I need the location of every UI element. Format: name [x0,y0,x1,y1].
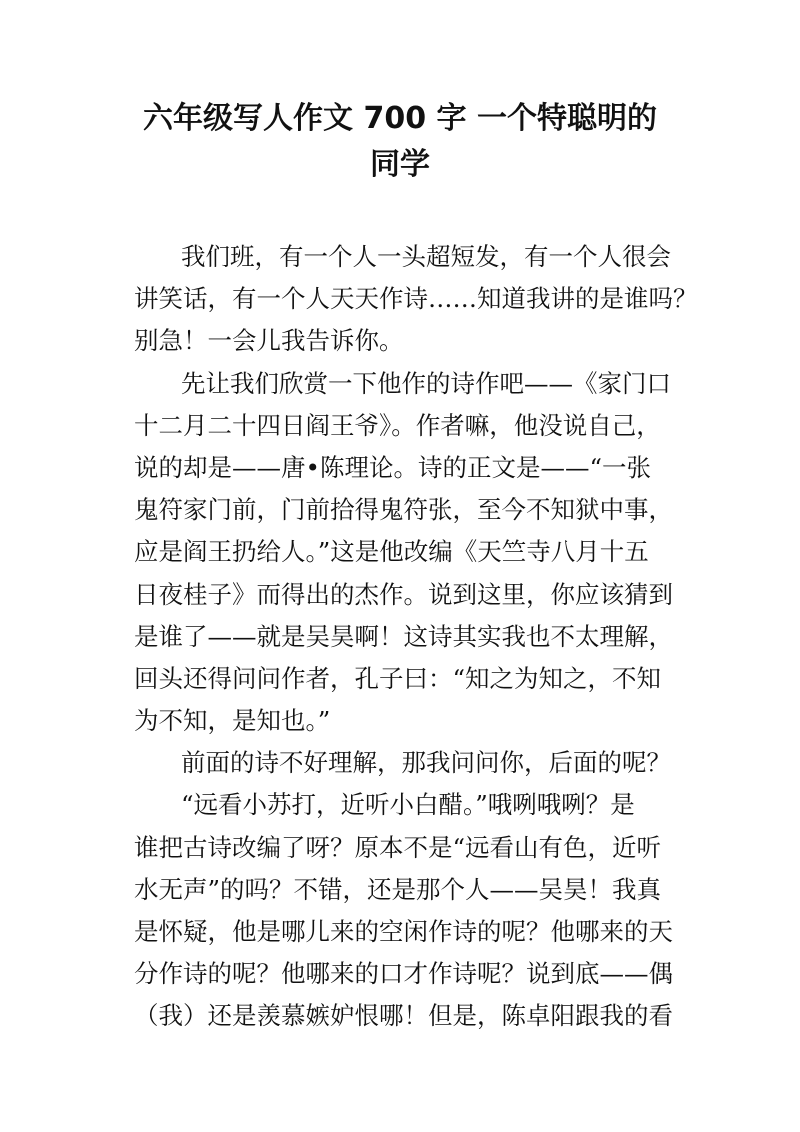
text-line: 是怀疑，他是哪儿来的空闲作诗的呢？他哪来的天 [134,917,673,946]
text-line: 我们班，有一个人一头超短发，有一个人很会 [181,242,671,271]
text-line: 说的却是——唐•陈理论。诗的正文是——“一张 [134,452,651,482]
text-line: 别急！一会儿我告诉你。 [134,326,404,356]
text-line: 十二月二十四日阎王爷》。作者嘛，他没说自己， [134,410,661,440]
text-line: 为不知，是知也。” [134,706,331,736]
document-title [100,96,700,188]
text-line: 前面的诗不好理解，那我问问你，后面的呢？ [181,748,671,778]
title-line-2: 同学 [370,147,430,182]
text-line: 是谁了——就是吴昊啊！这诗其实我也不太理解， [134,621,673,651]
essay-body [134,236,698,1038]
text-line: 日夜桂子》而得出的杰作。说到这里，你应该猜到 [134,579,673,609]
text-line: 回头还得问问作者，孔子曰：“知之为知之，不知 [134,663,662,693]
text-line: 谁把古诗改编了呀？原本不是“远看山有色，近听 [134,832,662,862]
text-line: 水无声”的吗？不错，还是那个人——吴昊！我真 [134,874,662,904]
text-line: 讲笑话，有一个人天天作诗……知道我讲的是谁吗？ [134,284,698,314]
text-line: “远看小苏打，近听小白醋。”哦咧哦咧？是 [181,790,635,820]
title-line-1: 六年级写人作文 700 字 一个特聪明的 [143,101,657,136]
text-line: 先让我们欣赏一下他作的诗作吧——《家门口 [181,368,671,398]
text-line: 鬼符家门前，门前拾得鬼符张，至今不知狱中事， [134,495,673,525]
text-line: 应是阎王扔给人。”这是他改编《天竺寺八月十五 [134,537,649,567]
text-line: 分作诗的呢？他哪来的口才作诗呢？说到底——偶 [134,959,673,989]
text-line: （我）还是羡慕嫉妒恨哪！但是，陈卓阳跟我的看 [134,1001,673,1031]
